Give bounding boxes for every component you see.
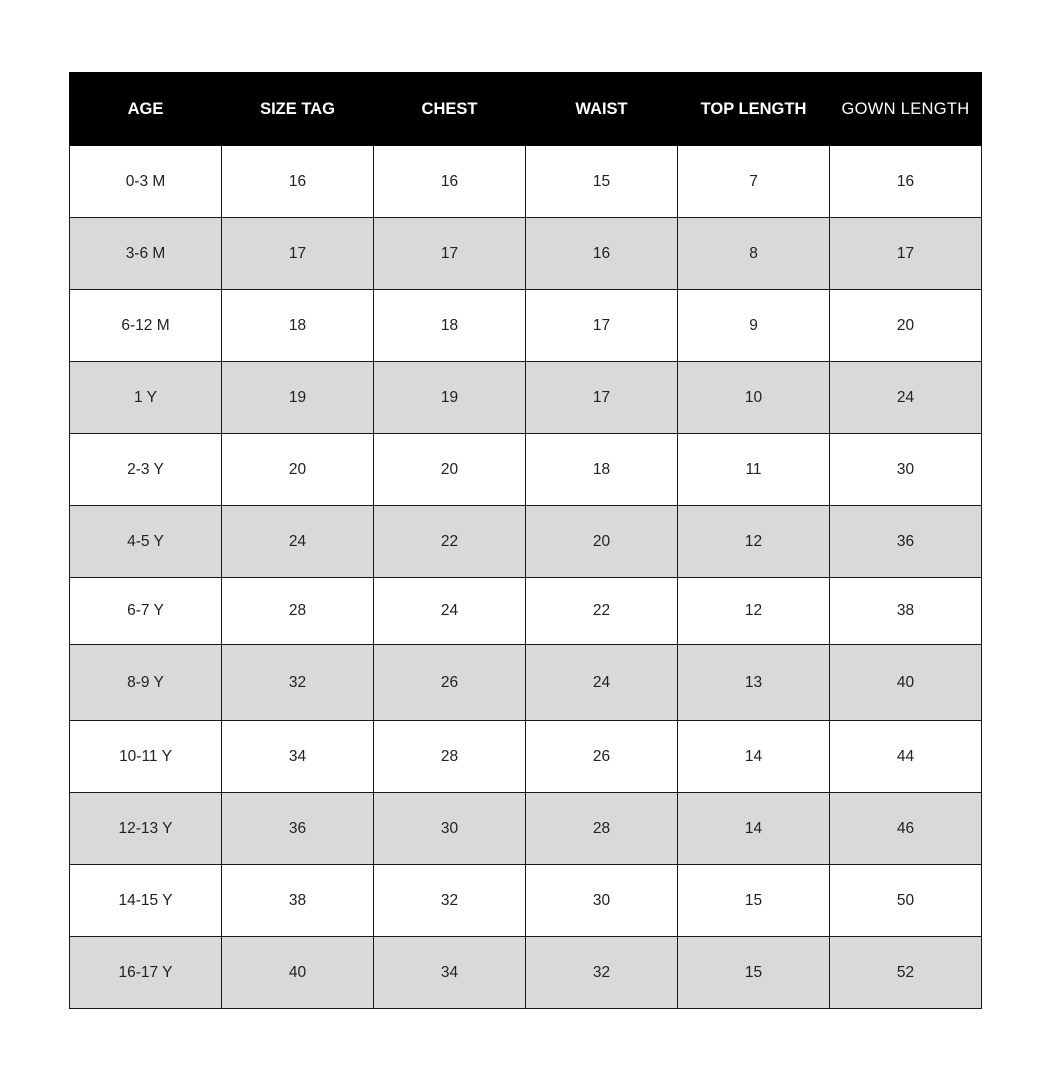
header-age: AGE	[70, 73, 222, 146]
cell-chest: 17	[374, 218, 526, 290]
cell-gown-length: 44	[830, 721, 982, 793]
cell-gown-length: 30	[830, 434, 982, 506]
cell-chest: 22	[374, 506, 526, 578]
cell-age: 6-12 M	[70, 290, 222, 362]
cell-top-length: 15	[678, 937, 830, 1009]
cell-chest: 30	[374, 793, 526, 865]
cell-top-length: 13	[678, 645, 830, 721]
cell-waist: 24	[526, 645, 678, 721]
cell-age: 12-13 Y	[70, 793, 222, 865]
cell-size-tag: 19	[222, 362, 374, 434]
cell-gown-length: 16	[830, 146, 982, 218]
cell-waist: 17	[526, 290, 678, 362]
cell-age: 0-3 M	[70, 146, 222, 218]
cell-gown-length: 24	[830, 362, 982, 434]
cell-waist: 28	[526, 793, 678, 865]
header-size-tag: SIZE TAG	[222, 73, 374, 146]
header-gown-length: GOWN LENGTH	[830, 73, 982, 146]
cell-chest: 32	[374, 865, 526, 937]
cell-chest: 18	[374, 290, 526, 362]
table-row	[70, 146, 982, 218]
table-row	[70, 362, 982, 434]
cell-waist: 16	[526, 218, 678, 290]
cell-size-tag: 18	[222, 290, 374, 362]
cell-waist: 20	[526, 506, 678, 578]
cell-chest: 19	[374, 362, 526, 434]
cell-gown-length: 40	[830, 645, 982, 721]
cell-waist: 30	[526, 865, 678, 937]
cell-top-length: 11	[678, 434, 830, 506]
cell-waist: 17	[526, 362, 678, 434]
table-body	[70, 146, 982, 1009]
table-row	[70, 290, 982, 362]
cell-size-tag: 36	[222, 793, 374, 865]
cell-size-tag: 17	[222, 218, 374, 290]
cell-waist: 18	[526, 434, 678, 506]
table-row	[70, 645, 982, 721]
table-row	[70, 506, 982, 578]
cell-size-tag: 20	[222, 434, 374, 506]
table-row	[70, 865, 982, 937]
cell-age: 3-6 M	[70, 218, 222, 290]
cell-top-length: 14	[678, 793, 830, 865]
cell-gown-length: 50	[830, 865, 982, 937]
cell-waist: 22	[526, 578, 678, 645]
header-waist: WAIST	[526, 73, 678, 146]
table-row	[70, 218, 982, 290]
cell-chest: 28	[374, 721, 526, 793]
cell-age: 6-7 Y	[70, 578, 222, 645]
cell-chest: 16	[374, 146, 526, 218]
cell-age: 2-3 Y	[70, 434, 222, 506]
cell-age: 8-9 Y	[70, 645, 222, 721]
cell-gown-length: 36	[830, 506, 982, 578]
cell-size-tag: 16	[222, 146, 374, 218]
cell-top-length: 15	[678, 865, 830, 937]
header-top-length: TOP LENGTH	[678, 73, 830, 146]
table-row	[70, 937, 982, 1009]
cell-waist: 32	[526, 937, 678, 1009]
cell-top-length: 8	[678, 218, 830, 290]
cell-top-length: 14	[678, 721, 830, 793]
cell-top-length: 9	[678, 290, 830, 362]
cell-gown-length: 52	[830, 937, 982, 1009]
size-chart-table	[69, 72, 982, 1009]
table-row	[70, 721, 982, 793]
cell-size-tag: 40	[222, 937, 374, 1009]
cell-size-tag: 28	[222, 578, 374, 645]
cell-top-length: 12	[678, 578, 830, 645]
cell-gown-length: 46	[830, 793, 982, 865]
cell-size-tag: 32	[222, 645, 374, 721]
cell-waist: 15	[526, 146, 678, 218]
cell-size-tag: 38	[222, 865, 374, 937]
table-row	[70, 434, 982, 506]
table-header	[70, 73, 982, 146]
cell-age: 10-11 Y	[70, 721, 222, 793]
cell-chest: 20	[374, 434, 526, 506]
cell-age: 16-17 Y	[70, 937, 222, 1009]
cell-top-length: 7	[678, 146, 830, 218]
cell-chest: 26	[374, 645, 526, 721]
cell-top-length: 10	[678, 362, 830, 434]
cell-gown-length: 20	[830, 290, 982, 362]
table-row	[70, 578, 982, 645]
cell-gown-length: 38	[830, 578, 982, 645]
header-row	[70, 73, 982, 146]
cell-size-tag: 24	[222, 506, 374, 578]
cell-chest: 24	[374, 578, 526, 645]
cell-waist: 26	[526, 721, 678, 793]
cell-age: 1 Y	[70, 362, 222, 434]
cell-top-length: 12	[678, 506, 830, 578]
header-chest: CHEST	[374, 73, 526, 146]
cell-size-tag: 34	[222, 721, 374, 793]
cell-age: 14-15 Y	[70, 865, 222, 937]
cell-age: 4-5 Y	[70, 506, 222, 578]
cell-gown-length: 17	[830, 218, 982, 290]
cell-chest: 34	[374, 937, 526, 1009]
table-row	[70, 793, 982, 865]
